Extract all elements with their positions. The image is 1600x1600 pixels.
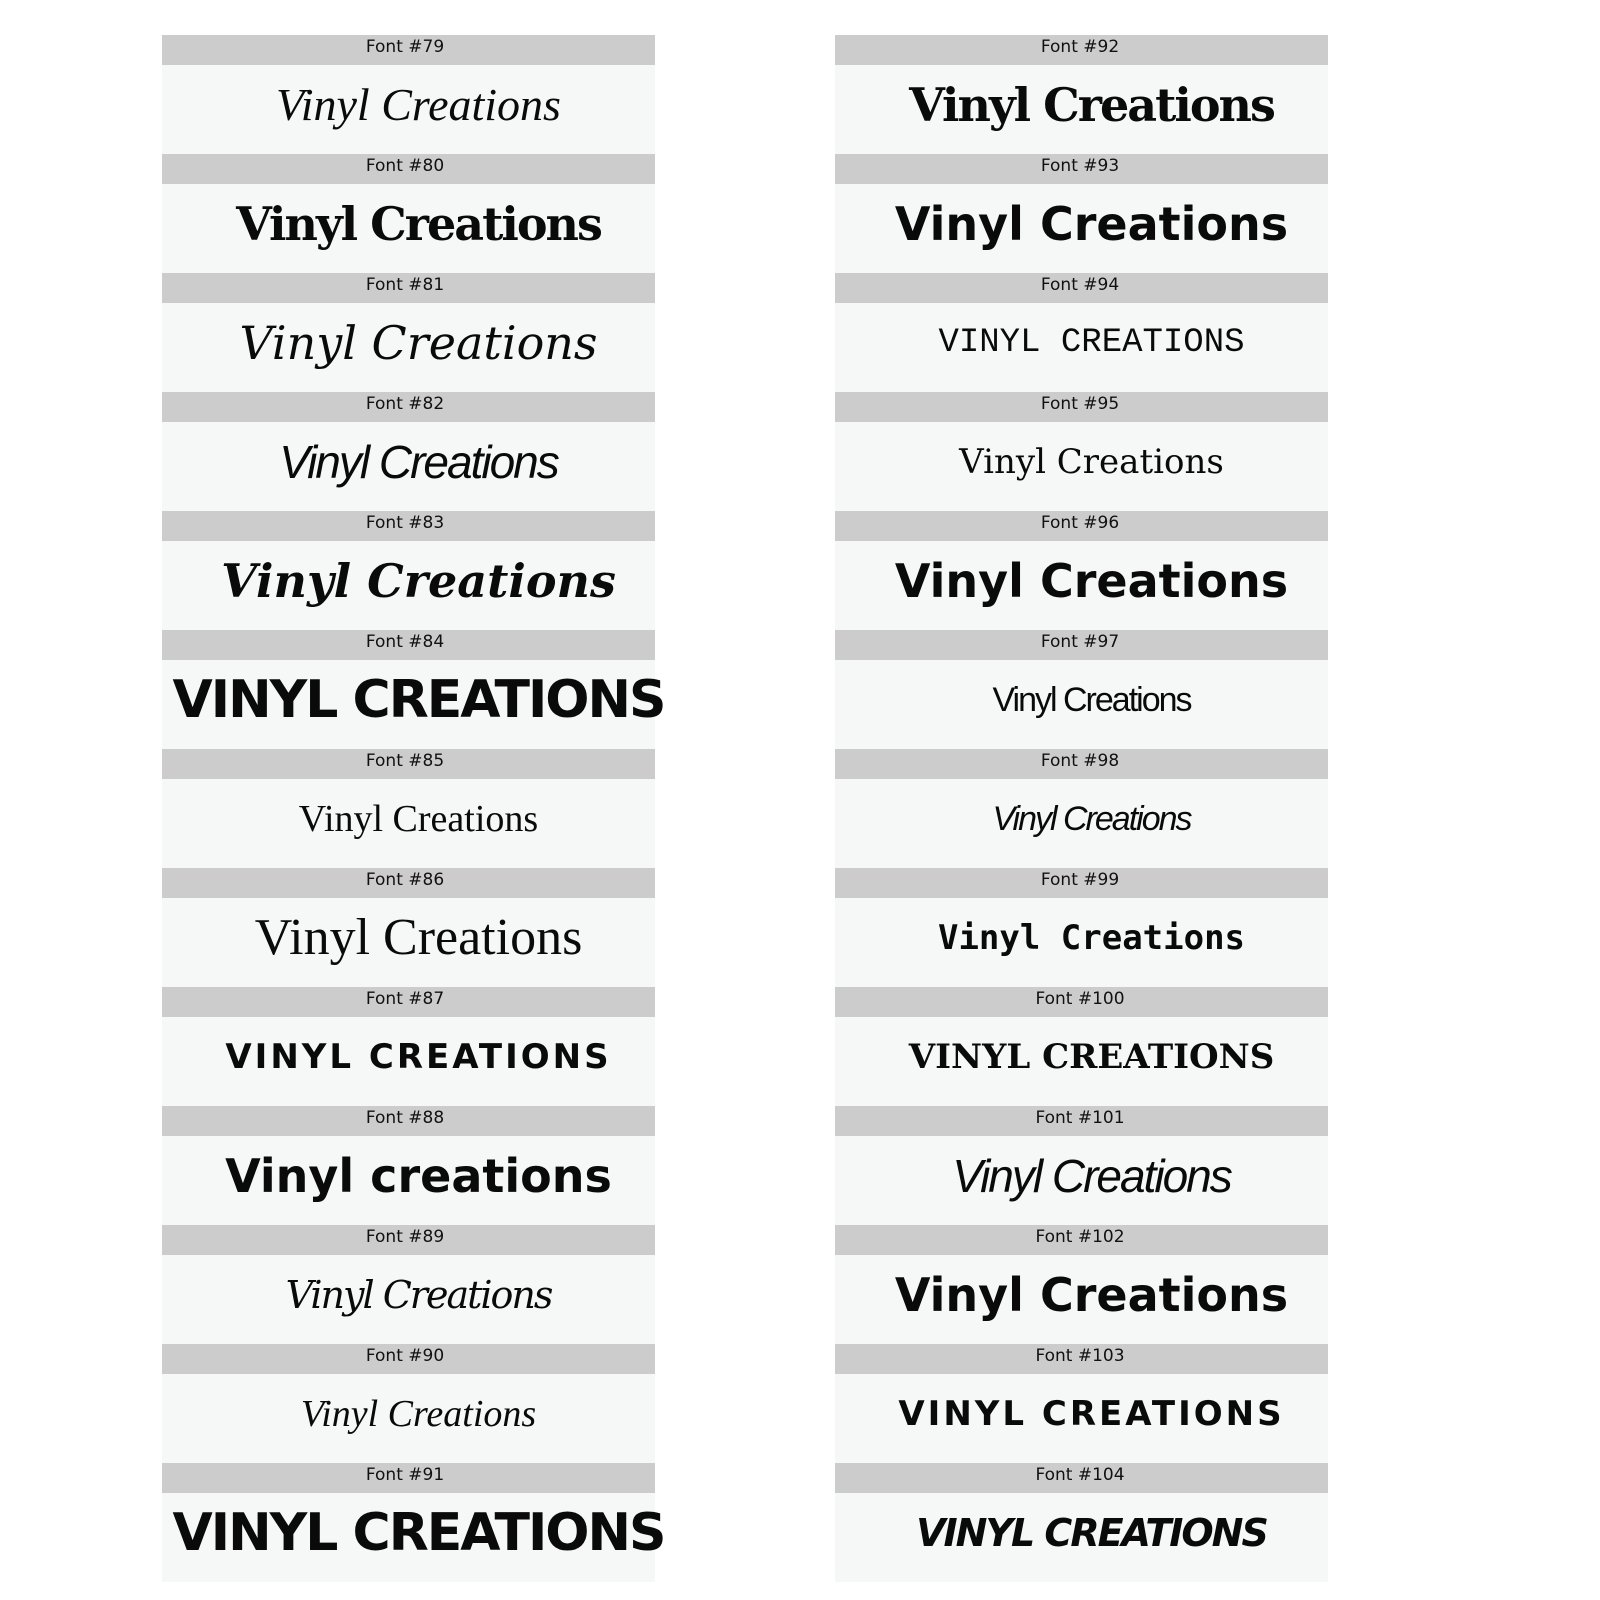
font-sample: Vinyl Creations [952, 1150, 1231, 1202]
font-label: Font #80 [365, 156, 445, 176]
font-label: Font #97 [1040, 632, 1120, 652]
font-label: Font #103 [1035, 1346, 1125, 1366]
font-label: Font #93 [1040, 156, 1120, 176]
font-sample: Vinyl Creations [992, 681, 1191, 719]
font-sample: VINYL CREATIONS [916, 1511, 1267, 1555]
font-sample: Vinyl Creations [937, 918, 1246, 958]
font-label: Font #99 [1040, 870, 1120, 890]
font-label: Font #94 [1040, 275, 1120, 295]
font-sample: Vinyl Creations [992, 800, 1191, 838]
font-label: Font #104 [1035, 1465, 1125, 1485]
font-entry [835, 392, 1328, 511]
font-sample: Vinyl Creations [894, 554, 1289, 608]
font-entry [835, 154, 1328, 273]
font-sample: Vinyl Creations [909, 78, 1274, 132]
font-entry [835, 511, 1328, 630]
font-label: Font #85 [365, 751, 445, 771]
font-sample: Vinyl Creations [285, 1273, 552, 1317]
font-sample: Vinyl Creations [279, 436, 558, 488]
font-label: Font #102 [1035, 1227, 1125, 1247]
font-label: Font #81 [365, 275, 445, 295]
font-sample: Vinyl Creations [894, 197, 1289, 251]
font-label: Font #92 [1040, 37, 1120, 57]
font-entry [162, 273, 655, 392]
font-label: Font #101 [1035, 1108, 1125, 1128]
font-sample: Vinyl Creations [276, 79, 561, 130]
font-entry [835, 1106, 1328, 1225]
font-label: Font #95 [1040, 394, 1120, 414]
font-label: Font #100 [1035, 989, 1125, 1009]
font-entry [835, 1225, 1328, 1344]
font-sample: Vinyl Creations [221, 554, 616, 608]
font-sample: VINYL CREATIONS [172, 670, 665, 730]
font-label: Font #90 [365, 1346, 445, 1366]
font-entry [162, 630, 665, 749]
font-sample: VINYL CREATIONS [172, 1503, 665, 1563]
font-sample: Vinyl Creations [300, 1393, 537, 1435]
font-sample: VINYL CREATIONS [938, 324, 1245, 362]
font-label: Font #84 [365, 632, 445, 652]
font-sample: Vinyl Creations [236, 197, 601, 251]
font-sample: Vinyl Creations [894, 1268, 1289, 1322]
font-entry [835, 987, 1328, 1106]
font-entry [162, 392, 655, 511]
font-entry [162, 35, 655, 154]
font-sample: Vinyl creations [225, 1149, 612, 1203]
font-entry [835, 35, 1328, 154]
font-label: Font #96 [1040, 513, 1120, 533]
font-label: Font #82 [365, 394, 445, 414]
font-entry [162, 1225, 655, 1344]
font-label: Font #91 [365, 1465, 445, 1485]
font-entry [835, 749, 1328, 868]
font-entry [835, 1463, 1328, 1582]
font-entry [162, 154, 655, 273]
font-sample: Vinyl Creations [254, 909, 583, 966]
font-list-left [162, 35, 665, 1582]
font-entry [162, 1463, 665, 1582]
font-sample: Vinyl Creations [239, 316, 598, 370]
font-entry [162, 511, 655, 630]
font-label: Font #79 [365, 37, 445, 57]
font-sample: Vinyl Creations [959, 442, 1224, 482]
font-label: Font #98 [1040, 751, 1120, 771]
font-entry [162, 749, 655, 868]
font-label: Font #89 [365, 1227, 445, 1247]
font-label: Font #87 [365, 989, 445, 1009]
font-sample: VINYL CREATIONS [898, 1394, 1285, 1434]
font-entry [162, 1106, 655, 1225]
font-entry [162, 1344, 655, 1463]
font-list-right [835, 35, 1328, 1582]
font-label: Font #88 [365, 1108, 445, 1128]
font-label: Font #83 [365, 513, 445, 533]
font-sample: Vinyl Creations [298, 798, 539, 840]
font-entry [162, 987, 655, 1106]
font-entry [162, 868, 655, 987]
font-entry [835, 273, 1328, 392]
font-sample: VINYL CREATIONS [225, 1037, 612, 1077]
font-entry [835, 868, 1328, 987]
font-entry [835, 630, 1328, 749]
font-label: Font #86 [365, 870, 445, 890]
font-entry [835, 1344, 1328, 1463]
font-sample: VINYL CREATIONS [908, 1037, 1275, 1077]
